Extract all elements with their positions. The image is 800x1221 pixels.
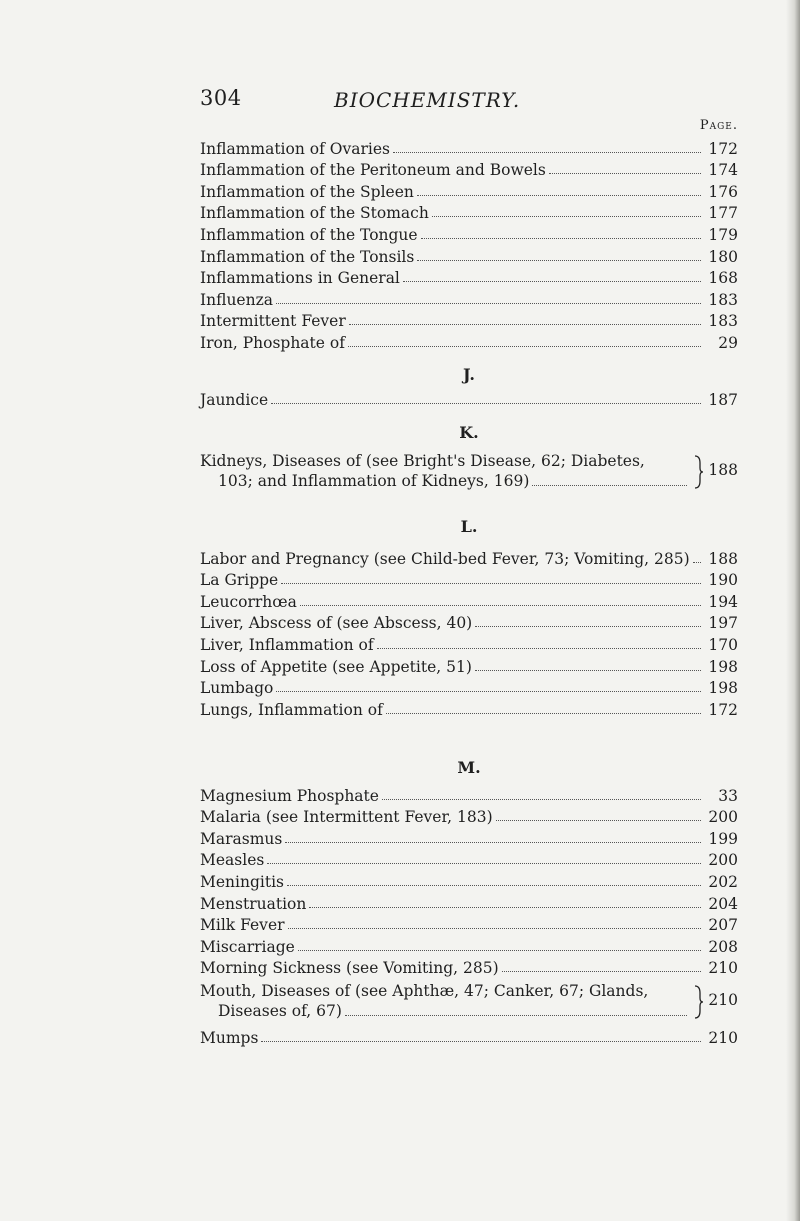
entry-text: Mumps xyxy=(200,1028,259,1047)
dot-leader xyxy=(271,403,701,404)
index-entry xyxy=(200,783,738,805)
dot-leader xyxy=(276,303,701,304)
dot-leader xyxy=(403,281,701,282)
index-entry xyxy=(200,266,738,288)
entry-text: Menstruation xyxy=(200,894,307,913)
entry-page-number: 174 xyxy=(708,161,738,180)
entry-page-number: 168 xyxy=(708,269,738,288)
section-letter-j: J. xyxy=(463,365,475,384)
entry-text: Lungs, Inflammation of xyxy=(200,700,383,719)
entry-text: Influenza xyxy=(200,290,273,309)
index-entry xyxy=(200,956,738,978)
index-entry-multiline xyxy=(200,451,738,495)
dot-leader xyxy=(693,562,701,563)
dot-leader xyxy=(267,863,701,864)
index-entry xyxy=(200,1025,738,1047)
index-entry xyxy=(200,869,738,891)
entry-page-number: 29 xyxy=(718,333,738,352)
entry-page-number: 198 xyxy=(708,657,738,676)
entry-text: Leucorrhœa xyxy=(200,592,297,611)
entry-text-line2: 103; and Inflammation of Kidneys, 169) xyxy=(218,472,530,490)
dot-leader xyxy=(287,885,701,886)
entry-text: Malaria (see Intermittent Fever, 183) xyxy=(200,808,493,827)
dot-leader xyxy=(382,799,701,800)
dot-leader xyxy=(417,260,701,261)
index-entry xyxy=(200,589,738,611)
section-letter-m: M. xyxy=(457,758,481,777)
entry-page-number: 177 xyxy=(708,204,738,223)
dot-leader xyxy=(345,1015,687,1016)
section-l xyxy=(200,516,738,719)
dot-leader xyxy=(417,195,701,196)
index-entry xyxy=(200,654,738,676)
index-entry xyxy=(200,287,738,309)
entry-text: Inflammation of the Spleen xyxy=(200,182,414,201)
entry-text: Magnesium Phosphate xyxy=(200,786,379,805)
entry-text-line2: Diseases of, 67) xyxy=(218,1002,342,1021)
entry-page-number: 172 xyxy=(708,139,738,158)
index-entry xyxy=(200,611,738,633)
entry-text: Marasmus xyxy=(200,829,283,848)
index-entry xyxy=(200,222,738,244)
dot-leader xyxy=(502,971,701,972)
section-m xyxy=(200,757,738,1047)
entry-page-number: 204 xyxy=(708,894,738,913)
entry-page-number: 183 xyxy=(708,312,738,331)
entry-page-number: 33 xyxy=(718,786,738,805)
entry-page-number: 197 xyxy=(708,614,738,633)
page-column-label: Page. xyxy=(699,118,738,133)
entry-text: Inflammation of the Peritoneum and Bowels xyxy=(200,161,546,180)
entry-text: Miscarriage xyxy=(200,937,295,956)
dot-leader xyxy=(393,152,701,153)
dot-leader xyxy=(421,238,701,239)
index-entry xyxy=(200,158,738,180)
dot-leader xyxy=(377,648,701,649)
page-header xyxy=(200,86,620,120)
entry-page-number: 176 xyxy=(708,182,738,201)
index-entry xyxy=(200,244,738,266)
entry-text: Inflammations in General xyxy=(200,269,400,288)
right-brace-icon xyxy=(694,455,704,489)
page-number: 304 xyxy=(200,86,242,110)
index-entry xyxy=(200,676,738,698)
dot-leader xyxy=(261,1041,701,1042)
dot-leader xyxy=(288,928,701,929)
index-entry xyxy=(200,568,738,590)
entry-page-number: 188 xyxy=(708,549,738,568)
index-entry-multiline xyxy=(200,981,738,1025)
entry-text: Jaundice xyxy=(200,390,269,409)
entry-page-number: 194 xyxy=(708,592,738,611)
index-entry xyxy=(200,913,738,935)
dot-leader xyxy=(496,820,701,821)
dot-leader xyxy=(386,713,701,714)
dot-leader xyxy=(281,583,701,584)
entry-text: Lumbago xyxy=(200,679,274,698)
entry-page-number: 210 xyxy=(708,959,738,978)
entry-text: Measles xyxy=(200,851,265,870)
entry-text: Labor and Pregnancy (see Child-bed Fever, 73; Vomiting, 285) xyxy=(200,549,690,568)
entry-page-number: 183 xyxy=(708,290,738,309)
index-entry xyxy=(200,632,738,654)
entry-text: La Grippe xyxy=(200,571,279,590)
entry-page-number: 180 xyxy=(708,247,738,266)
dot-leader xyxy=(349,324,701,325)
right-brace-icon xyxy=(694,985,704,1019)
page-edge-shadow xyxy=(786,0,800,1221)
dot-leader xyxy=(348,346,701,347)
entry-page-number: 207 xyxy=(708,916,738,935)
entry-text: Meningitis xyxy=(200,872,284,891)
dot-leader xyxy=(432,216,701,217)
entry-text: Inflammation of the Stomach xyxy=(200,204,429,223)
entry-text: Milk Fever xyxy=(200,916,285,935)
dot-leader xyxy=(276,691,701,692)
index-entry xyxy=(200,891,738,913)
entry-page-number: 199 xyxy=(708,829,738,848)
entry-page-number: 210 xyxy=(708,991,738,1010)
entry-page-number: 170 xyxy=(708,635,738,654)
index-entry xyxy=(200,805,738,827)
entry-text: Inflammation of the Tongue xyxy=(200,225,418,244)
index-entry xyxy=(200,546,738,568)
entry-page-number: 202 xyxy=(708,872,738,891)
dot-leader xyxy=(285,842,701,843)
index-entry xyxy=(200,309,738,331)
index-entry xyxy=(200,848,738,870)
section-k xyxy=(200,422,738,495)
entry-page-number: 198 xyxy=(708,679,738,698)
entry-text: Inflammation of the Tonsils xyxy=(200,247,415,266)
entry-text: Liver, Abscess of (see Abscess, 40) xyxy=(200,614,473,633)
entry-text: Morning Sickness (see Vomiting, 285) xyxy=(200,959,499,978)
section-letter-l: L. xyxy=(460,517,478,536)
dot-leader xyxy=(300,605,701,606)
entry-page-number: 188 xyxy=(708,461,738,479)
index-entry xyxy=(200,179,738,201)
entry-text: Loss of Appetite (see Appetite, 51) xyxy=(200,657,472,676)
entry-page-number: 172 xyxy=(708,700,738,719)
section-i xyxy=(200,136,738,352)
index-entry xyxy=(200,330,738,352)
dot-leader xyxy=(475,626,701,627)
entry-text: Liver, Inflammation of xyxy=(200,635,374,654)
dot-leader xyxy=(549,173,701,174)
entry-page-number: 208 xyxy=(708,937,738,956)
section-j xyxy=(200,364,738,409)
dot-leader xyxy=(475,670,701,671)
entry-text-line1: Mouth, Diseases of (see Aphthæ, 47; Canker, 67; Glands, xyxy=(200,982,649,1001)
entry-text: Inflammation of Ovaries xyxy=(200,139,390,158)
running-title: BIOCHEMISTRY. xyxy=(334,88,521,112)
entry-page-number: 187 xyxy=(708,390,738,409)
entry-page-number: 200 xyxy=(708,851,738,870)
index-entry xyxy=(200,826,738,848)
index-entry xyxy=(200,934,738,956)
entry-page-number: 200 xyxy=(708,808,738,827)
entry-page-number: 210 xyxy=(708,1028,738,1047)
dot-leader xyxy=(309,907,701,908)
entry-text: Intermittent Fever xyxy=(200,312,346,331)
entry-page-number: 179 xyxy=(708,225,738,244)
index-entry xyxy=(200,697,738,719)
dot-leader xyxy=(298,950,701,951)
dot-leader xyxy=(532,485,687,486)
entry-text: Iron, Phosphate of xyxy=(200,333,345,352)
section-letter-k: K. xyxy=(459,423,479,442)
entry-page-number: 190 xyxy=(708,571,738,590)
index-entry xyxy=(200,136,738,158)
entry-text-line1: Kidneys, Diseases of (see Bright's Disease, 62; Diabetes, xyxy=(200,452,645,470)
index-entry xyxy=(200,387,738,409)
index-entry xyxy=(200,201,738,223)
